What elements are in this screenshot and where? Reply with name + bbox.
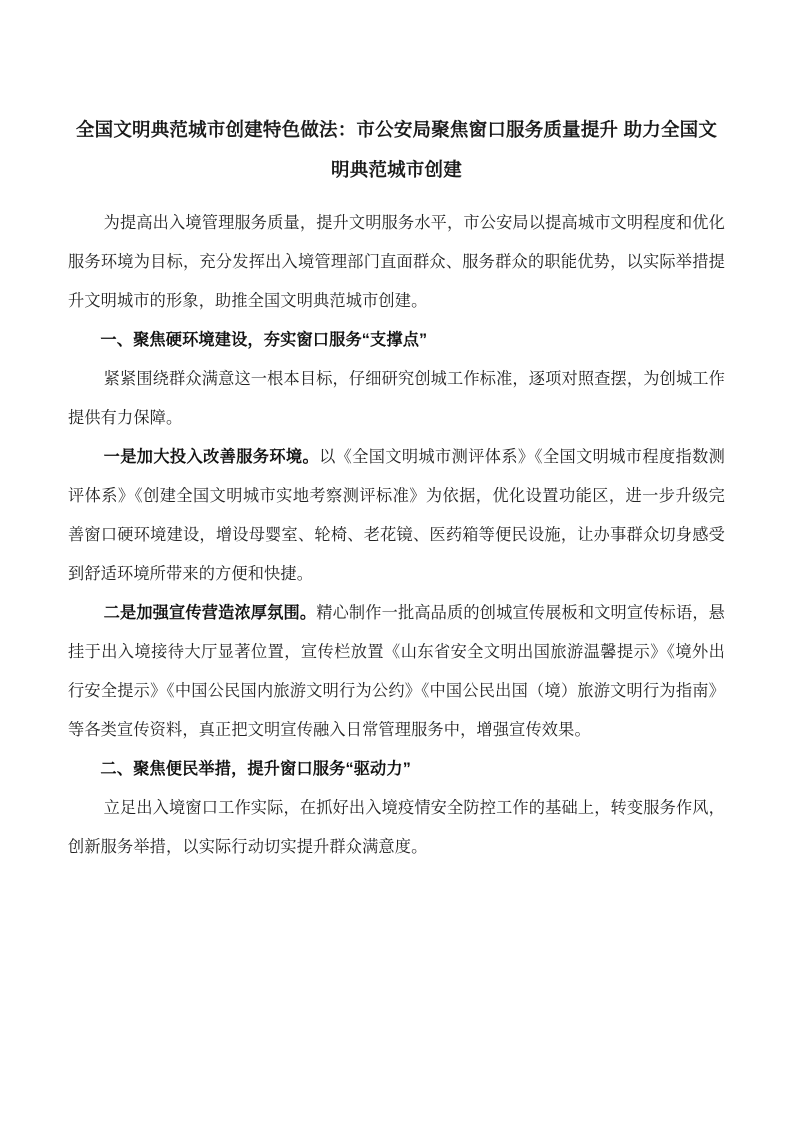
section-heading-1: 一、聚焦硬环境建设，夯实窗口服务“支撑点” — [100, 331, 428, 349]
point-1-body: 以《全国文明城市测评体系》《全国文明城市程度指数测评体系》《创建全国文明城市实地考察测评标准》为依据，优化设置功能区，进一步升级完善窗口硬环境建设，增设母婴室、轮椅、老花镜、医药箱等便民设施，让办事群众切身感受到舒适环境所带来的方便和快捷。 — [68, 448, 726, 583]
section-heading-2: 二、聚焦便民举措，提升窗口服务“驱动力” — [100, 760, 411, 778]
paragraph-intro: 为提高出入境管理服务质量，提升文明服务水平，市公安局以提高城市文明程度和优化服务环境为目标，充分发挥出入境管理部门直面群众、服务群众的职能优势，以实际举措提升文明城市的形象，助推全国文明典范城市创建。 — [68, 214, 725, 310]
paragraph-section2-intro: 立足出入境窗口工作实际，在抓好出入境疫情安全防控工作的基础上，转变服务作风，创新服务举措，以实际行动切实提升群众满意度。 — [68, 799, 725, 856]
paragraph-point-1 — [68, 438, 725, 594]
paragraph-point-2 — [68, 594, 725, 750]
point-2-lead: 二是加强宣传营造浓厚氛围。 — [103, 604, 317, 622]
page-title: 全国文明典范城市创建特色做法：市公安局聚焦窗口服务质量提升 助力全国文明典范城市创建 — [75, 119, 718, 180]
point-2-body: 精心制作一批高品质的创城宣传展板和文明宣传标语，悬挂于出入境接待大厅显著位置，宣传栏放置《山东省安全文明出国旅游温馨提示》《境外出行安全提示》《中国公民国内旅游文明行为公约》《中国公民出国（境）旅游文明行为指南》等各类宣传资料，真正把文明宣传融入日常管理服务中，增强宣传效果。 — [68, 604, 726, 739]
paragraph-section1-intro: 紧紧围绕群众满意这一根本目标，仔细研究创城工作标准，逐项对照查摆，为创城工作提供有力保障。 — [68, 370, 725, 427]
point-1-lead: 一是加大投入改善服务环境。 — [103, 448, 320, 466]
